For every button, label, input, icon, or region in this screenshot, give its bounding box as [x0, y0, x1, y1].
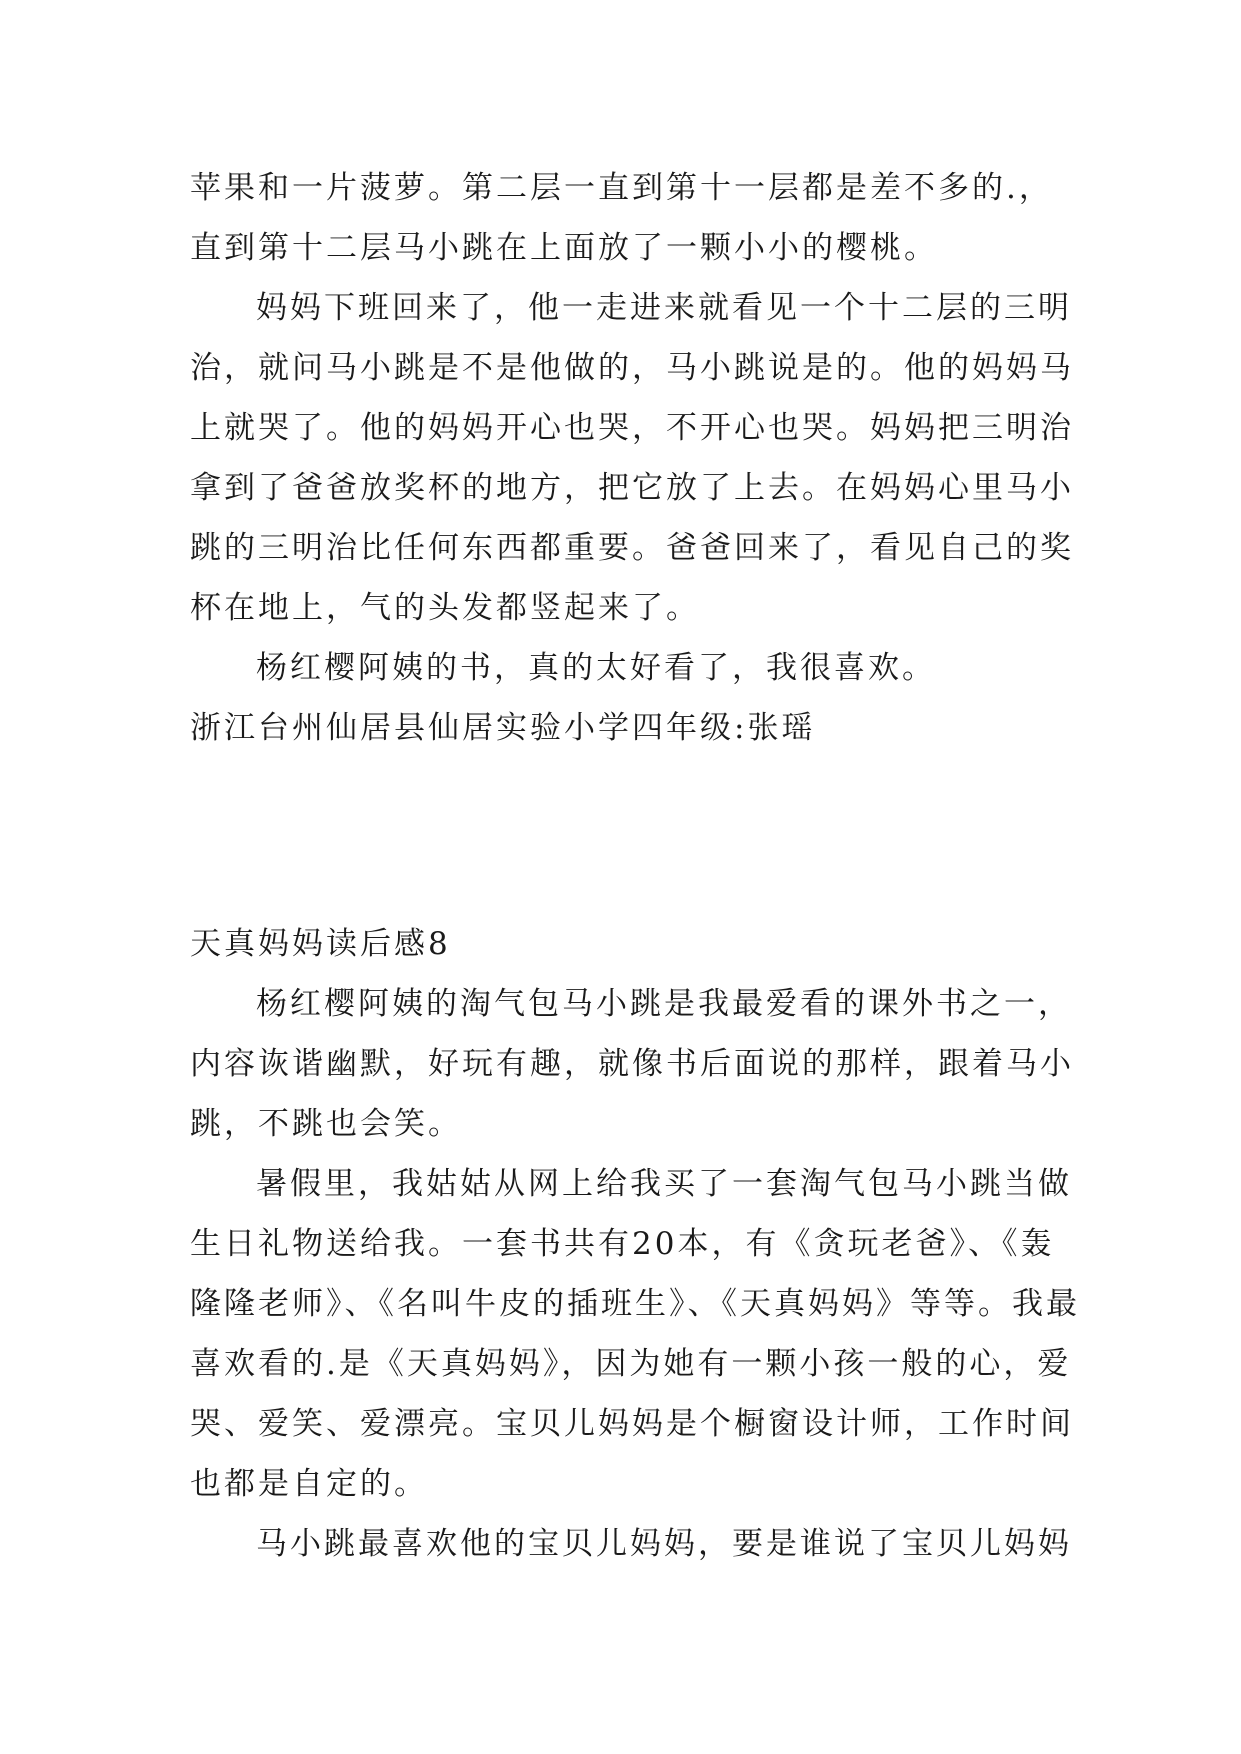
text-line: 马小跳最喜欢他的宝贝儿妈妈，要是谁说了宝贝儿妈妈: [256, 1526, 1072, 1562]
text-line: 上就哭了。他的妈妈开心也哭，不开心也哭。妈妈把三明治: [190, 410, 1074, 446]
text-line: 治，就问马小跳是不是他做的，马小跳说是的。他的妈妈马: [190, 350, 1074, 386]
text-line: 杨红樱阿姨的淘气包马小跳是我最爱看的课外书之一，: [256, 986, 1072, 1022]
text-line: 哭、爱笑、爱漂亮。宝贝儿妈妈是个橱窗设计师，工作时间: [190, 1406, 1074, 1442]
text-line: 喜欢看的.是《天真妈妈》，因为她有一颗小孩一般的心，爱: [190, 1346, 1072, 1382]
text-line: 跳的三明治比任何东西都重要。爸爸回来了，看见自己的奖: [190, 530, 1074, 566]
author-signature: 浙江台州仙居县仙居实验小学四年级:张瑶: [190, 710, 816, 746]
text-line: 妈妈下班回来了，他一走进来就看见一个十二层的三明: [256, 290, 1072, 326]
text-line: 拿到了爸爸放奖杯的地方，把它放了上去。在妈妈心里马小: [190, 470, 1074, 506]
essay-continuation: [190, 158, 1074, 758]
text-line: 跳，不跳也会笑。: [190, 1106, 462, 1142]
text-line: 苹果和一片菠萝。第二层一直到第十一层都是差不多的.，: [190, 170, 1053, 206]
text-line: 隆隆老师》、《名叫牛皮的插班生》、《天真妈妈》等等。我最: [190, 1286, 1080, 1322]
text-line: 直到第十二层马小跳在上面放了一颗小小的樱桃。: [190, 230, 938, 266]
text-line: 生日礼物送给我。一套书共有20本，有《贪玩老爸》、《轰: [190, 1226, 1055, 1262]
text-line: 杯在地上，气的头发都竖起来了。: [190, 590, 700, 626]
text-line: 暑假里，我姑姑从网上给我买了一套淘气包马小跳当做: [256, 1166, 1072, 1202]
text-line: 内容诙谐幽默，好玩有趣，就像书后面说的那样，跟着马小: [190, 1046, 1074, 1082]
text-line: 杨红樱阿姨的书，真的太好看了，我很喜欢。: [256, 650, 936, 686]
essay-eight: [190, 914, 1080, 1574]
text-line: 也都是自定的。: [190, 1466, 428, 1502]
essay-title: 天真妈妈读后感8: [190, 926, 451, 962]
